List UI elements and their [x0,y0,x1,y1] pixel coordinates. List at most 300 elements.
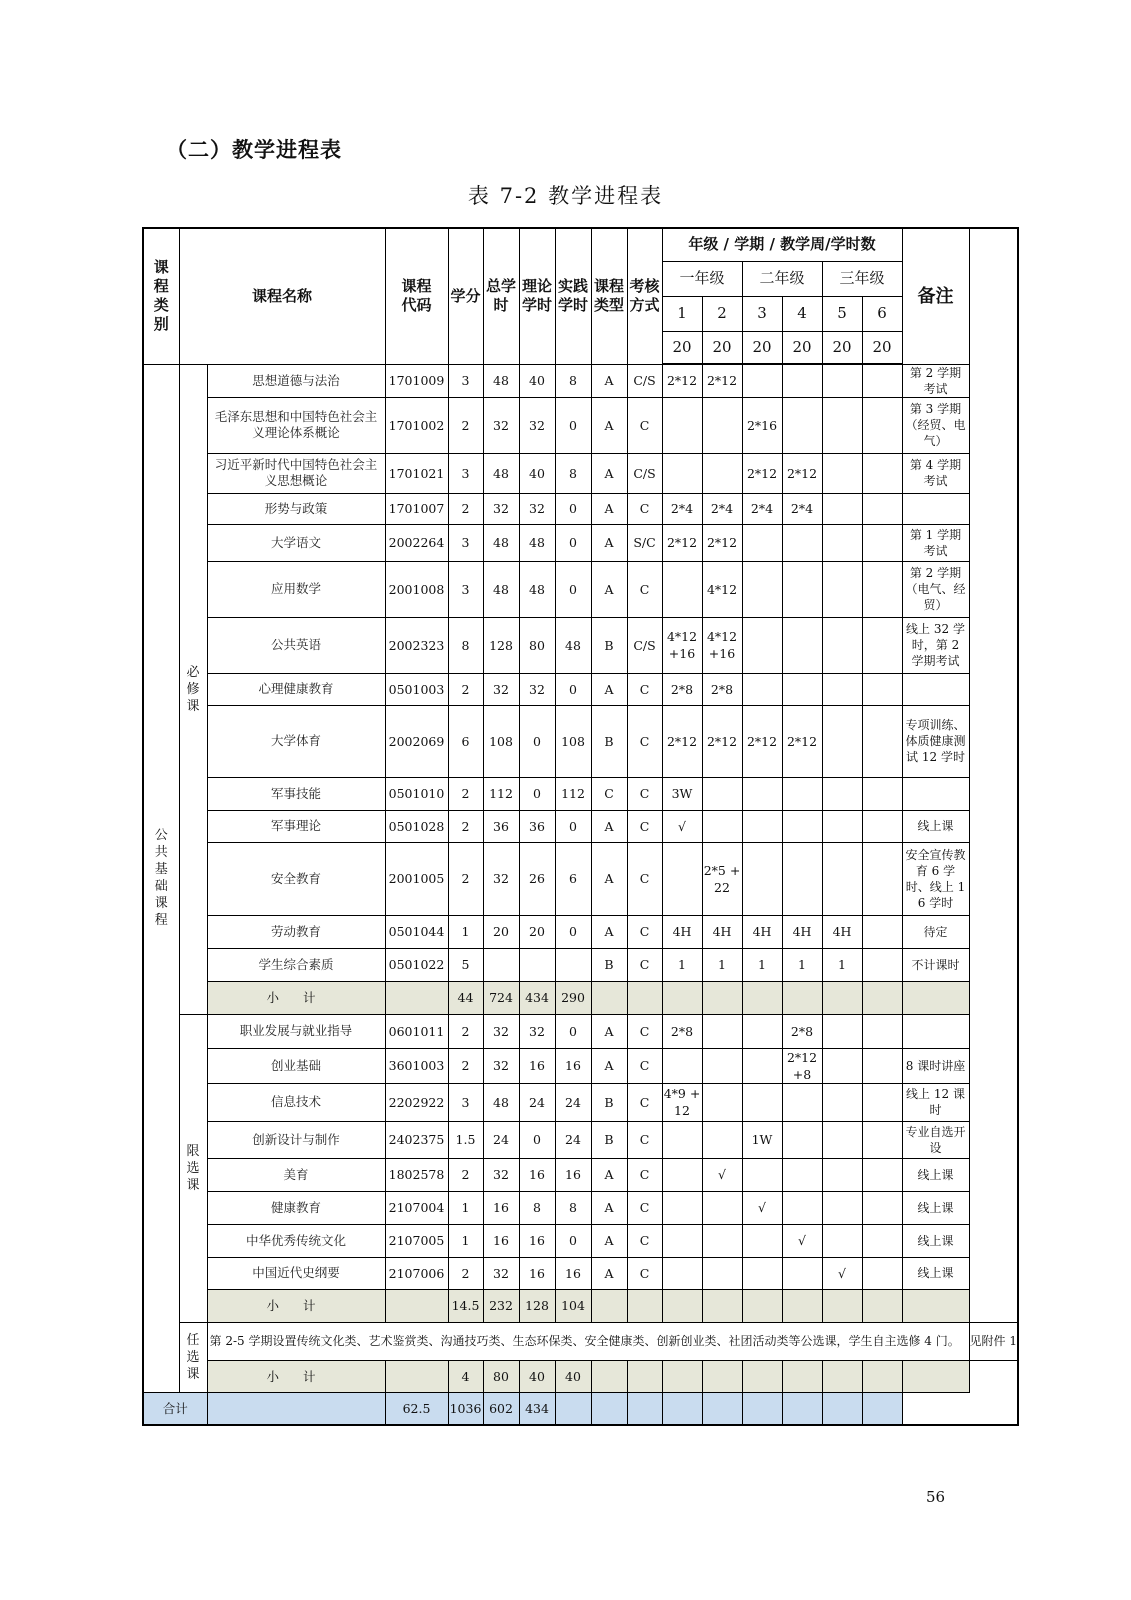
semester-6-hours [862,705,902,777]
table-caption: 表 7-2 教学进程表 [467,184,664,208]
table-row [143,1257,1018,1289]
course-practice-hours: 8 [555,1191,591,1224]
course-total-hours: 128 [483,617,519,673]
semester-4-hours [782,810,822,842]
course-total-hours: 16 [483,1191,519,1224]
semester-2-hours [702,1257,742,1289]
subtotal-empty-cell [627,981,662,1014]
course-practice-hours: 16 [555,1158,591,1191]
course-theory-hours: 0 [519,777,555,810]
subtotal-empty-cell [742,1360,782,1392]
course-theory-hours: 32 [519,397,555,453]
semester-4-hours [782,1257,822,1289]
course-credit: 3 [448,561,483,617]
course-note: 8 课时讲座 [902,1048,969,1083]
course-code: 1701021 [385,453,448,493]
course-type: A [591,524,627,561]
course-assessment: C [627,777,662,810]
header-course-name: 课程名称 [179,228,385,364]
table-row [143,777,1018,810]
semester-2-hours: 2*4 [702,493,742,524]
course-code: 2002069 [385,705,448,777]
course-code: 0501010 [385,777,448,810]
course-name: 学生综合素质 [207,948,385,981]
course-assessment: C [627,810,662,842]
course-total-hours: 108 [483,705,519,777]
table-row [143,1014,1018,1048]
course-code: 1701002 [385,397,448,453]
semester-5-hours [822,1158,862,1191]
course-code: 2202922 [385,1083,448,1121]
course-code: 2107005 [385,1224,448,1257]
header-weeks-4: 20 [782,331,822,364]
course-code: 3601003 [385,1048,448,1083]
course-name: 创新设计与制作 [207,1121,385,1158]
course-credit: 2 [448,1048,483,1083]
semester-2-hours: 4*12 [702,561,742,617]
course-note: 专业自选开设 [902,1121,969,1158]
course-code: 2002264 [385,524,448,561]
header-semester-2: 2 [702,296,742,331]
subtotal-label: 小 计 [207,1289,385,1322]
course-code: 2001008 [385,561,448,617]
semester-4-hours: 2*8 [782,1014,822,1048]
course-name: 应用数学 [207,561,385,617]
header-year-2: 二年级 [742,261,822,296]
course-practice-hours: 112 [555,777,591,810]
semester-6-hours [862,1224,902,1257]
course-note: 第 1 学期考试 [902,524,969,561]
course-theory-hours: 32 [519,493,555,524]
subtotal-empty-cell [591,1289,627,1322]
course-type: B [591,948,627,981]
course-note [902,1014,969,1048]
course-theory-hours: 16 [519,1158,555,1191]
course-note: 线上课 [902,1224,969,1257]
semester-6-hours [862,524,902,561]
grand-total-label: 合计 [143,1392,207,1425]
course-assessment: C [627,915,662,948]
subtotal-code [385,1289,448,1322]
subtotal-empty-cell [822,1392,862,1425]
semester-5-hours [822,524,862,561]
subtotal-empty-cell [862,1289,902,1322]
semester-3-hours [742,617,782,673]
semester-5-hours [822,673,862,705]
semester-4-hours: 2*12 [782,453,822,493]
course-theory-hours: 16 [519,1257,555,1289]
subtotal-empty-cell [555,1392,591,1425]
header-weeks-6: 20 [862,331,902,364]
course-theory-hours: 20 [519,915,555,948]
semester-5-hours [822,705,862,777]
course-note: 线上课 [902,1257,969,1289]
course-assessment: C [627,1191,662,1224]
semester-3-hours: 2*16 [742,397,782,453]
course-total-hours: 32 [483,1158,519,1191]
subtotal-theory-hours: 40 [519,1360,555,1392]
course-code: 2001005 [385,842,448,915]
header-semester-4: 4 [782,296,822,331]
semester-2-hours [702,1121,742,1158]
course-name: 公共英语 [207,617,385,673]
subtotal-empty-cell [742,1392,782,1425]
course-type: A [591,561,627,617]
course-assessment: C [627,1257,662,1289]
semester-3-hours [742,524,782,561]
header-weeks-2: 20 [702,331,742,364]
subtotal-row [143,1289,1018,1322]
subtotal-empty-cell [862,1360,902,1392]
course-theory-hours: 48 [519,524,555,561]
subtotal-empty-cell [782,1392,822,1425]
semester-4-hours [782,561,822,617]
semester-1-hours: 2*12 [662,705,702,777]
subcategory-limited: 限选课 [179,1014,207,1322]
semester-3-hours [742,561,782,617]
semester-1-hours [662,453,702,493]
course-name: 安全教育 [207,842,385,915]
semester-4-hours: √ [782,1224,822,1257]
semester-1-hours: 1 [662,948,702,981]
course-code: 2107004 [385,1191,448,1224]
semester-2-hours [702,1014,742,1048]
subtotal-label: 小 计 [207,1360,385,1392]
subtotal-empty-cell [822,981,862,1014]
course-credit: 1 [448,915,483,948]
semester-2-hours [702,1224,742,1257]
subtotal-empty-cell [782,1289,822,1322]
semester-2-hours: 4H [702,915,742,948]
semester-4-hours [782,1083,822,1121]
semester-2-hours: 2*12 [702,705,742,777]
semester-4-hours: 2*4 [782,493,822,524]
subtotal-empty-cell [902,981,969,1014]
course-type: A [591,1158,627,1191]
course-type: A [591,1048,627,1083]
semester-4-hours: 1 [782,948,822,981]
header-weeks-3: 20 [742,331,782,364]
subtotal-empty-cell [702,1392,742,1425]
course-note: 第 4 学期考试 [902,453,969,493]
course-code: 0601011 [385,1014,448,1048]
semester-6-hours [862,617,902,673]
course-theory-hours: 32 [519,1014,555,1048]
course-practice-hours: 8 [555,453,591,493]
course-credit: 2 [448,1014,483,1048]
course-type: A [591,842,627,915]
course-note: 线上课 [902,810,969,842]
course-total-hours: 32 [483,673,519,705]
subtotal-theory-hours: 434 [519,981,555,1014]
semester-3-hours: 2*4 [742,493,782,524]
course-note [902,673,969,705]
semester-4-hours [782,397,822,453]
subtotal-empty-cell [742,1289,782,1322]
course-code: 2002323 [385,617,448,673]
semester-4-hours: 2*12 +8 [782,1048,822,1083]
semester-6-hours [862,453,902,493]
semester-1-hours: 2*12 [662,524,702,561]
semester-5-hours [822,1083,862,1121]
course-practice-hours: 108 [555,705,591,777]
header-notes: 备注 [902,228,969,364]
subtotal-practice-hours: 40 [555,1360,591,1392]
course-practice-hours: 0 [555,397,591,453]
semester-5-hours [822,1048,862,1083]
course-theory-hours: 16 [519,1224,555,1257]
course-note: 第 2 学期（电气、经贸） [902,561,969,617]
header-course-code: 课程代码 [385,228,448,364]
subtotal-label: 小 计 [207,981,385,1014]
course-total-hours: 48 [483,524,519,561]
course-total-hours: 32 [483,493,519,524]
semester-3-hours [742,842,782,915]
subtotal-empty-cell [591,1392,627,1425]
semester-3-hours [742,673,782,705]
course-type: A [591,1257,627,1289]
table-row [143,948,1018,981]
course-type: B [591,1121,627,1158]
semester-4-hours [782,364,822,397]
semester-4-hours [782,673,822,705]
header-category: 课程类别 [143,228,179,364]
subtotal-empty-cell [662,1289,702,1322]
semester-1-hours: 2*4 [662,493,702,524]
course-theory-hours: 48 [519,561,555,617]
course-credit: 3 [448,1083,483,1121]
semester-1-hours [662,1224,702,1257]
subtotal-empty-cell [902,1289,969,1322]
table-row [143,617,1018,673]
course-assessment: C/S [627,364,662,397]
course-total-hours: 32 [483,1014,519,1048]
subtotal-code [385,981,448,1014]
header-practice-hours: 实践学时 [555,228,591,364]
semester-5-hours [822,364,862,397]
semester-3-hours [742,1257,782,1289]
table-row [143,810,1018,842]
table-row [143,842,1018,915]
subtotal-empty-cell [627,1360,662,1392]
semester-6-hours [862,1014,902,1048]
semester-3-hours [742,810,782,842]
header-weeks-5: 20 [822,331,862,364]
semester-6-hours [862,1121,902,1158]
semester-4-hours [782,1121,822,1158]
course-total-hours: 48 [483,364,519,397]
table-row [143,453,1018,493]
course-name: 创业基础 [207,1048,385,1083]
course-assessment: S/C [627,524,662,561]
course-credit: 3 [448,524,483,561]
semester-6-hours [862,915,902,948]
course-type: B [591,617,627,673]
course-type: A [591,493,627,524]
header-theory-hours: 理论学时 [519,228,555,364]
header-semester-6: 6 [862,296,902,331]
subtotal-empty-cell [627,1289,662,1322]
semester-4-hours: 4H [782,915,822,948]
course-type: A [591,1191,627,1224]
semester-3-hours: √ [742,1191,782,1224]
course-note [902,777,969,810]
table-row [143,673,1018,705]
course-type: B [591,705,627,777]
header-year-3: 三年级 [822,261,902,296]
course-code: 1701007 [385,493,448,524]
table-row [143,1322,1018,1360]
course-practice-hours: 0 [555,493,591,524]
course-name: 职业发展与就业指导 [207,1014,385,1048]
semester-2-hours [702,397,742,453]
course-practice-hours: 0 [555,915,591,948]
table-row [143,493,1018,524]
subtotal-empty-cell [822,1289,862,1322]
course-total-hours: 24 [483,1121,519,1158]
semester-6-hours [862,561,902,617]
semester-1-hours [662,1191,702,1224]
table-row [143,397,1018,453]
course-note: 线上 32 学时，第 2 学期考试 [902,617,969,673]
semester-2-hours [702,810,742,842]
subtotal-practice-hours: 290 [555,981,591,1014]
subtotal-empty-cell [702,1289,742,1322]
header-credit: 学分 [448,228,483,364]
subtotal-theory-hours: 128 [519,1289,555,1322]
course-name: 美育 [207,1158,385,1191]
semester-6-hours [862,842,902,915]
semester-2-hours: 2*5 +22 [702,842,742,915]
semester-1-hours: 3W [662,777,702,810]
semester-3-hours: 1 [742,948,782,981]
course-total-hours: 36 [483,810,519,842]
table-row [143,1224,1018,1257]
semester-6-hours [862,364,902,397]
course-type: A [591,453,627,493]
subtotal-empty-cell [902,1360,969,1392]
subcategory-required: 必修课 [179,364,207,1014]
course-theory-hours: 40 [519,364,555,397]
semester-5-hours [822,1014,862,1048]
course-code: 0501044 [385,915,448,948]
course-assessment: C/S [627,617,662,673]
semester-2-hours [702,1083,742,1121]
course-credit: 2 [448,842,483,915]
semester-5-hours: 4H [822,915,862,948]
course-theory-hours: 36 [519,810,555,842]
semester-3-hours [742,1048,782,1083]
course-note: 线上课 [902,1158,969,1191]
course-credit: 1.5 [448,1121,483,1158]
course-type: C [591,777,627,810]
subtotal-credit: 62.5 [385,1392,448,1425]
course-assessment: C [627,1158,662,1191]
optional-note: 见附件 1 [969,1322,1018,1360]
course-name: 劳动教育 [207,915,385,948]
course-name: 思想道德与法治 [207,364,385,397]
course-theory-hours: 32 [519,673,555,705]
subtotal-code [385,1360,448,1392]
course-credit: 2 [448,397,483,453]
semester-5-hours [822,810,862,842]
course-assessment: C [627,1048,662,1083]
semester-6-hours [862,1083,902,1121]
course-assessment: C [627,561,662,617]
course-practice-hours: 0 [555,561,591,617]
table-row [143,1191,1018,1224]
course-assessment: C [627,705,662,777]
subtotal-practice-hours: 434 [519,1392,555,1425]
semester-3-hours [742,777,782,810]
semester-1-hours [662,1048,702,1083]
semester-3-hours [742,1083,782,1121]
course-practice-hours: 16 [555,1048,591,1083]
course-name: 军事理论 [207,810,385,842]
header-weeks-1: 20 [662,331,702,364]
course-theory-hours: 8 [519,1191,555,1224]
semester-1-hours: √ [662,810,702,842]
course-name: 中华优秀传统文化 [207,1224,385,1257]
course-type: A [591,810,627,842]
course-theory-hours: 16 [519,1048,555,1083]
header-assessment: 考核方式 [627,228,662,364]
course-code: 0501022 [385,948,448,981]
semester-1-hours: 4*9 +12 [662,1083,702,1121]
course-total-hours: 32 [483,397,519,453]
semester-6-hours [862,810,902,842]
course-practice-hours: 0 [555,1224,591,1257]
course-type: A [591,364,627,397]
header-semester-1: 1 [662,296,702,331]
semester-6-hours [862,397,902,453]
subtotal-empty-cell [627,1392,662,1425]
course-type: A [591,673,627,705]
course-total-hours: 32 [483,842,519,915]
semester-5-hours [822,493,862,524]
semester-3-hours: 1W [742,1121,782,1158]
semester-6-hours [862,1048,902,1083]
table-row [143,915,1018,948]
subtotal-practice-hours: 104 [555,1289,591,1322]
course-note: 线上课 [902,1191,969,1224]
course-theory-hours: 24 [519,1083,555,1121]
course-note: 专项训练、体质健康测试 12 学时 [902,705,969,777]
course-code: 2107006 [385,1257,448,1289]
course-assessment: C [627,1224,662,1257]
semester-2-hours [702,777,742,810]
semester-3-hours [742,1014,782,1048]
course-assessment: C [627,1083,662,1121]
table-row [143,705,1018,777]
course-note: 待定 [902,915,969,948]
subtotal-credit: 44 [448,981,483,1014]
course-total-hours: 32 [483,1257,519,1289]
semester-3-hours: 4H [742,915,782,948]
semester-2-hours [702,453,742,493]
semester-2-hours: 4*12 +16 [702,617,742,673]
course-name: 健康教育 [207,1191,385,1224]
header-year-1: 一年级 [662,261,742,296]
course-theory-hours: 26 [519,842,555,915]
course-type: B [591,1083,627,1121]
course-theory-hours: 40 [519,453,555,493]
course-total-hours: 32 [483,1048,519,1083]
semester-4-hours [782,1158,822,1191]
course-practice-hours: 0 [555,673,591,705]
header-total-hours: 总学时 [483,228,519,364]
course-assessment: C [627,1121,662,1158]
